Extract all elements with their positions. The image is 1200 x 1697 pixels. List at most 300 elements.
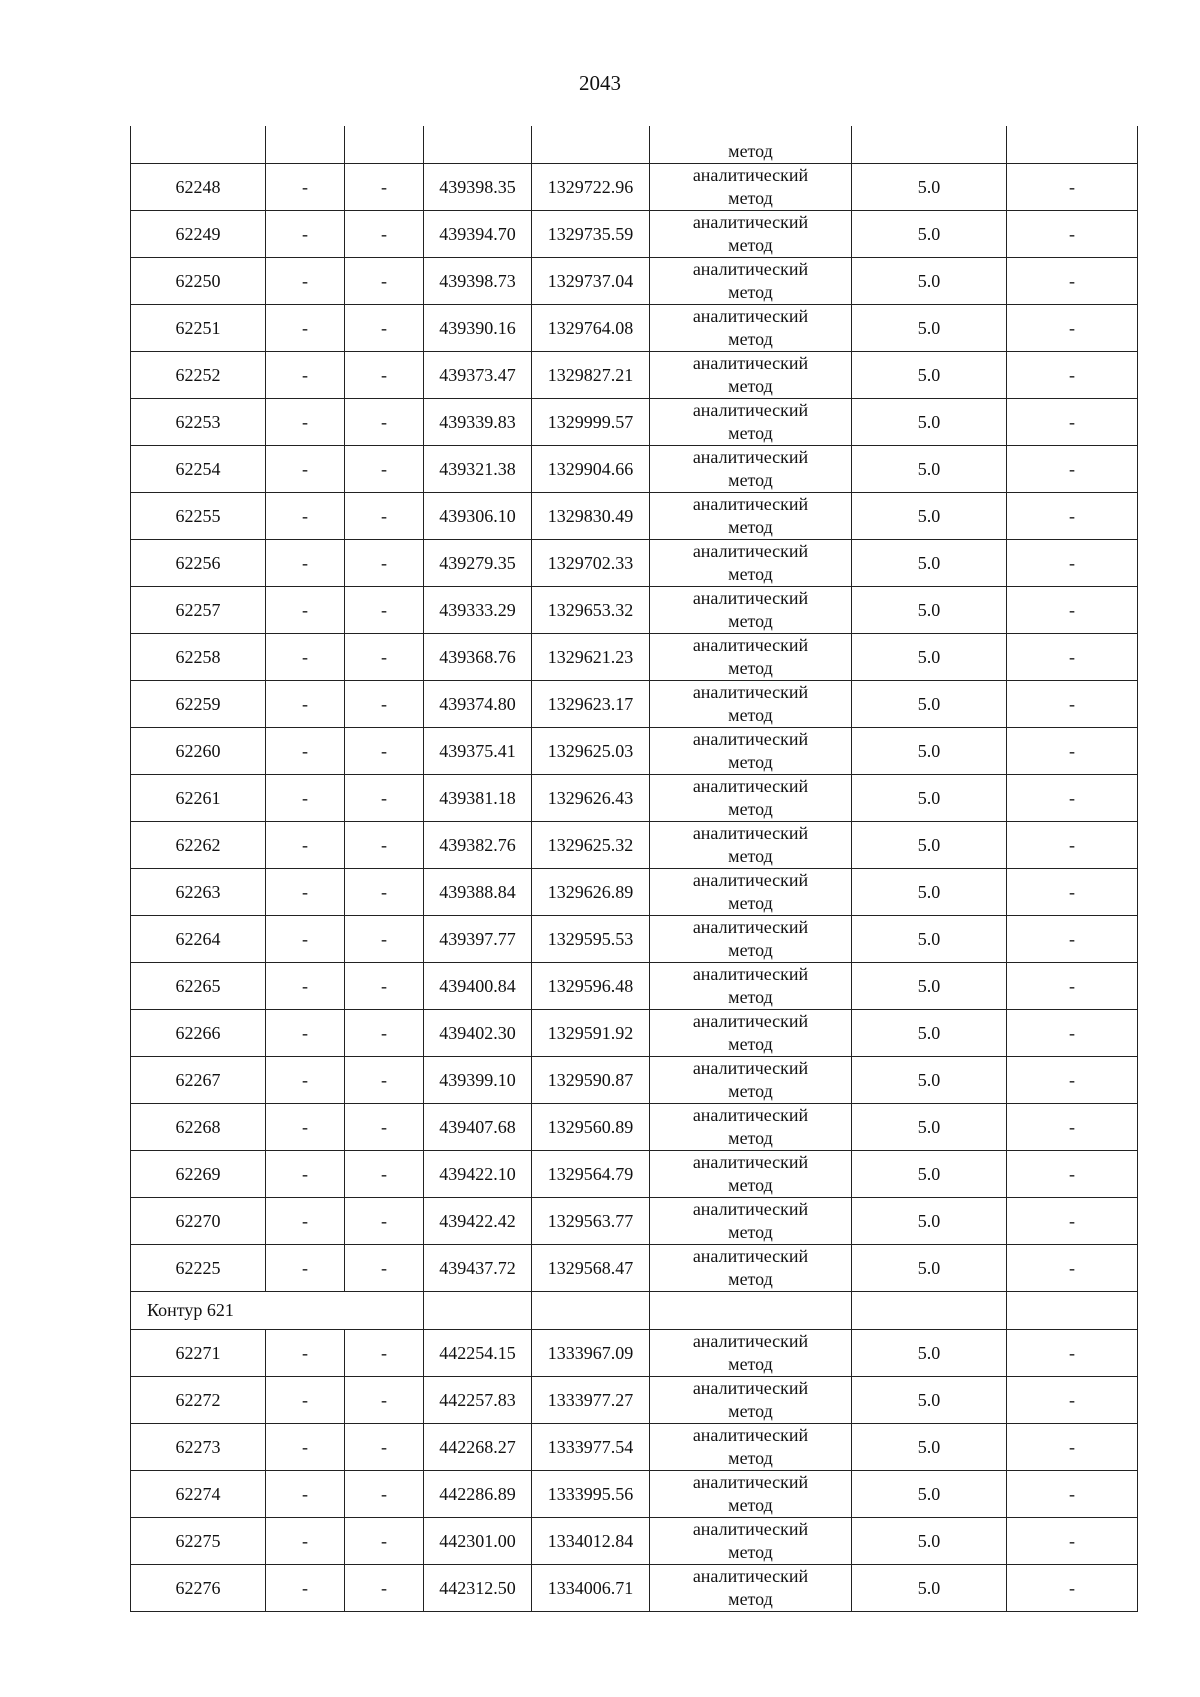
x-coordinate-cell: 439390.16 <box>424 305 532 352</box>
dash-cell: - <box>266 352 345 399</box>
dash-cell: - <box>1007 869 1138 916</box>
accuracy-cell: 5.0 <box>852 1245 1007 1292</box>
dash-cell: - <box>345 352 424 399</box>
x-coordinate-cell: 439374.80 <box>424 681 532 728</box>
x-coordinate-cell: 439402.30 <box>424 1010 532 1057</box>
point-number-cell: 62249 <box>131 211 266 258</box>
method-line1: аналитический <box>692 1199 809 1219</box>
method-cell <box>650 681 852 728</box>
x-coordinate-cell: 439407.68 <box>424 1104 532 1151</box>
x-coordinate-cell: 439368.76 <box>424 634 532 681</box>
table-row <box>131 352 1138 399</box>
point-number-cell: 62261 <box>131 775 266 822</box>
method-line2: метод <box>728 1269 773 1289</box>
point-number-cell: 62276 <box>131 1565 266 1612</box>
x-coordinate-cell: 439279.35 <box>424 540 532 587</box>
method-cell <box>650 587 852 634</box>
continuation-row <box>131 126 1138 164</box>
dash-cell: - <box>345 1565 424 1612</box>
method-line1: аналитический <box>692 400 809 420</box>
dash-cell: - <box>266 1471 345 1518</box>
method-cell <box>650 1565 852 1612</box>
y-coordinate-cell: 1329626.43 <box>532 775 650 822</box>
method-cell <box>650 822 852 869</box>
table-row <box>131 1424 1138 1471</box>
method-cell <box>650 493 852 540</box>
contour-row <box>131 1292 1138 1330</box>
point-number-cell: 62256 <box>131 540 266 587</box>
point-number-cell: 62267 <box>131 1057 266 1104</box>
point-number-cell: 62274 <box>131 1471 266 1518</box>
method-line1: аналитический <box>692 1566 809 1586</box>
y-coordinate-cell: 1329590.87 <box>532 1057 650 1104</box>
dash-cell: - <box>1007 587 1138 634</box>
y-coordinate-cell: 1329653.32 <box>532 587 650 634</box>
method-line1: аналитический <box>692 306 809 326</box>
accuracy-cell: 5.0 <box>852 1377 1007 1424</box>
table-cell <box>266 126 345 164</box>
method-line2: метод <box>728 1081 773 1101</box>
dash-cell: - <box>266 164 345 211</box>
x-coordinate-cell: 439388.84 <box>424 869 532 916</box>
dash-cell: - <box>1007 1151 1138 1198</box>
x-coordinate-cell: 439399.10 <box>424 1057 532 1104</box>
dash-cell: - <box>345 822 424 869</box>
x-coordinate-cell: 439394.70 <box>424 211 532 258</box>
table-cell <box>424 1292 532 1330</box>
table-row <box>131 587 1138 634</box>
table-row <box>131 540 1138 587</box>
table-row <box>131 1057 1138 1104</box>
dash-cell: - <box>266 1565 345 1612</box>
dash-cell: - <box>1007 399 1138 446</box>
method-line1: аналитический <box>692 1425 809 1445</box>
x-coordinate-cell: 442254.15 <box>424 1330 532 1377</box>
method-line2: метод <box>728 1495 773 1515</box>
method-cell <box>650 869 852 916</box>
dash-cell: - <box>345 634 424 681</box>
table-row <box>131 869 1138 916</box>
y-coordinate-cell: 1329722.96 <box>532 164 650 211</box>
x-coordinate-cell: 439375.41 <box>424 728 532 775</box>
table-row <box>131 1565 1138 1612</box>
accuracy-cell: 5.0 <box>852 1057 1007 1104</box>
dash-cell: - <box>1007 775 1138 822</box>
method-line2: метод <box>728 799 773 819</box>
dash-cell: - <box>345 728 424 775</box>
page-number: 2043 <box>579 71 621 95</box>
method-line1: аналитический <box>692 917 809 937</box>
point-number-cell: 62263 <box>131 869 266 916</box>
x-coordinate-cell: 439398.73 <box>424 258 532 305</box>
dash-cell: - <box>1007 634 1138 681</box>
accuracy-cell: 5.0 <box>852 1010 1007 1057</box>
method-cell <box>650 1518 852 1565</box>
contour-label: Контур 621 <box>131 1292 424 1330</box>
method-line1: аналитический <box>692 165 809 185</box>
point-number-cell: 62258 <box>131 634 266 681</box>
dash-cell: - <box>345 164 424 211</box>
method-line1: аналитический <box>692 353 809 373</box>
x-coordinate-cell: 442301.00 <box>424 1518 532 1565</box>
table-row <box>131 258 1138 305</box>
x-coordinate-cell: 439422.10 <box>424 1151 532 1198</box>
method-cell <box>650 1198 852 1245</box>
method-line2: метод <box>728 940 773 960</box>
y-coordinate-cell: 1329568.47 <box>532 1245 650 1292</box>
accuracy-cell: 5.0 <box>852 916 1007 963</box>
table-cell <box>1007 126 1138 164</box>
method-cell <box>650 1471 852 1518</box>
table-row <box>131 916 1138 963</box>
dash-cell: - <box>345 1198 424 1245</box>
dash-cell: - <box>1007 305 1138 352</box>
point-number-cell: 62270 <box>131 1198 266 1245</box>
y-coordinate-cell: 1329830.49 <box>532 493 650 540</box>
table-row <box>131 775 1138 822</box>
y-coordinate-cell: 1329595.53 <box>532 916 650 963</box>
dash-cell: - <box>1007 916 1138 963</box>
dash-cell: - <box>266 399 345 446</box>
method-line1: аналитический <box>692 1152 809 1172</box>
method-line2: метод <box>728 517 773 537</box>
table-row <box>131 446 1138 493</box>
accuracy-cell: 5.0 <box>852 1330 1007 1377</box>
method-line1: аналитический <box>692 729 809 749</box>
dash-cell: - <box>345 869 424 916</box>
dash-cell: - <box>345 775 424 822</box>
accuracy-cell: 5.0 <box>852 446 1007 493</box>
accuracy-cell: 5.0 <box>852 352 1007 399</box>
dash-cell: - <box>266 1151 345 1198</box>
y-coordinate-cell: 1333977.54 <box>532 1424 650 1471</box>
table-row <box>131 634 1138 681</box>
dash-cell: - <box>345 1151 424 1198</box>
dash-cell: - <box>1007 446 1138 493</box>
accuracy-cell: 5.0 <box>852 399 1007 446</box>
y-coordinate-cell: 1334006.71 <box>532 1565 650 1612</box>
dash-cell: - <box>345 258 424 305</box>
dash-cell: - <box>266 1424 345 1471</box>
dash-cell: - <box>345 1424 424 1471</box>
method-line2: метод <box>728 1354 773 1374</box>
x-coordinate-cell: 439382.76 <box>424 822 532 869</box>
dash-cell: - <box>266 540 345 587</box>
method-line2: метод <box>728 1034 773 1054</box>
accuracy-cell: 5.0 <box>852 1471 1007 1518</box>
method-cell <box>650 352 852 399</box>
accuracy-cell: 5.0 <box>852 963 1007 1010</box>
coordinates-table <box>130 126 1138 1612</box>
accuracy-cell: 5.0 <box>852 681 1007 728</box>
method-line2: метод <box>728 470 773 490</box>
method-cell <box>650 164 852 211</box>
dash-cell: - <box>1007 164 1138 211</box>
table-row <box>131 305 1138 352</box>
y-coordinate-cell: 1329764.08 <box>532 305 650 352</box>
dash-cell: - <box>1007 1424 1138 1471</box>
method-line1: аналитический <box>692 212 809 232</box>
method-line2: метод <box>728 1128 773 1148</box>
method-cell <box>650 1057 852 1104</box>
y-coordinate-cell: 1329702.33 <box>532 540 650 587</box>
point-number-cell: 62257 <box>131 587 266 634</box>
dash-cell: - <box>1007 352 1138 399</box>
method-line2: метод <box>728 1222 773 1242</box>
method-line2: метод <box>728 1542 773 1562</box>
dash-cell: - <box>345 916 424 963</box>
dash-cell: - <box>345 1377 424 1424</box>
y-coordinate-cell: 1329564.79 <box>532 1151 650 1198</box>
dash-cell: - <box>345 1518 424 1565</box>
table-cell <box>532 1292 650 1330</box>
dash-cell: - <box>266 1330 345 1377</box>
method-line2: метод <box>728 282 773 302</box>
method-line1: аналитический <box>692 1331 809 1351</box>
y-coordinate-cell: 1329560.89 <box>532 1104 650 1151</box>
point-number-cell: 62268 <box>131 1104 266 1151</box>
dash-cell: - <box>1007 540 1138 587</box>
method-line1: аналитический <box>692 1058 809 1078</box>
dash-cell: - <box>266 1104 345 1151</box>
y-coordinate-cell: 1329591.92 <box>532 1010 650 1057</box>
dash-cell: - <box>266 258 345 305</box>
dash-cell: - <box>266 869 345 916</box>
accuracy-cell: 5.0 <box>852 1198 1007 1245</box>
dash-cell: - <box>1007 493 1138 540</box>
method-line1: аналитический <box>692 494 809 514</box>
x-coordinate-cell: 439321.38 <box>424 446 532 493</box>
point-number-cell: 62259 <box>131 681 266 728</box>
accuracy-cell: 5.0 <box>852 305 1007 352</box>
method-cell <box>650 1151 852 1198</box>
dash-cell: - <box>345 681 424 728</box>
table-row <box>131 1198 1138 1245</box>
x-coordinate-cell: 439381.18 <box>424 775 532 822</box>
method-line1: аналитический <box>692 635 809 655</box>
dash-cell: - <box>266 1057 345 1104</box>
method-cell <box>650 728 852 775</box>
y-coordinate-cell: 1334012.84 <box>532 1518 650 1565</box>
point-number-cell: 62275 <box>131 1518 266 1565</box>
method-cell <box>650 1245 852 1292</box>
dash-cell: - <box>345 963 424 1010</box>
dash-cell: - <box>1007 1377 1138 1424</box>
dash-cell: - <box>266 305 345 352</box>
dash-cell: - <box>1007 1245 1138 1292</box>
point-number-cell: 62271 <box>131 1330 266 1377</box>
table-row <box>131 1377 1138 1424</box>
dash-cell: - <box>1007 258 1138 305</box>
table-cell <box>650 1292 852 1330</box>
table-row <box>131 164 1138 211</box>
accuracy-cell: 5.0 <box>852 1104 1007 1151</box>
dash-cell: - <box>345 1104 424 1151</box>
dash-cell: - <box>345 1330 424 1377</box>
method-cell <box>650 1104 852 1151</box>
accuracy-cell: 5.0 <box>852 728 1007 775</box>
method-line1: аналитический <box>692 776 809 796</box>
dash-cell: - <box>345 211 424 258</box>
dash-cell: - <box>1007 1104 1138 1151</box>
y-coordinate-cell: 1329621.23 <box>532 634 650 681</box>
x-coordinate-cell: 439398.35 <box>424 164 532 211</box>
accuracy-cell: 5.0 <box>852 211 1007 258</box>
point-number-cell: 62262 <box>131 822 266 869</box>
dash-cell: - <box>266 916 345 963</box>
dash-cell: - <box>266 728 345 775</box>
x-coordinate-cell: 442286.89 <box>424 1471 532 1518</box>
table-row <box>131 1151 1138 1198</box>
dash-cell: - <box>345 1471 424 1518</box>
dash-cell: - <box>266 1377 345 1424</box>
x-coordinate-cell: 439333.29 <box>424 587 532 634</box>
method-line1: аналитический <box>692 870 809 890</box>
y-coordinate-cell: 1329737.04 <box>532 258 650 305</box>
method-line1: аналитический <box>692 447 809 467</box>
method-line1: аналитический <box>692 964 809 984</box>
table-row <box>131 399 1138 446</box>
table-cell <box>345 126 424 164</box>
point-number-cell: 62253 <box>131 399 266 446</box>
dash-cell: - <box>266 587 345 634</box>
table-row <box>131 822 1138 869</box>
method-cell: метод <box>650 126 852 164</box>
dash-cell: - <box>345 305 424 352</box>
table-row <box>131 1471 1138 1518</box>
method-cell <box>650 1010 852 1057</box>
method-line2: метод <box>728 846 773 866</box>
method-cell <box>650 634 852 681</box>
accuracy-cell: 5.0 <box>852 634 1007 681</box>
y-coordinate-cell: 1329904.66 <box>532 446 650 493</box>
method-line2: метод <box>728 329 773 349</box>
table-row <box>131 681 1138 728</box>
x-coordinate-cell: 439400.84 <box>424 963 532 1010</box>
method-cell <box>650 399 852 446</box>
method-cell <box>650 305 852 352</box>
table-body <box>131 126 1138 1612</box>
method-line1: аналитический <box>692 588 809 608</box>
dash-cell: - <box>1007 1565 1138 1612</box>
dash-cell: - <box>1007 1330 1138 1377</box>
dash-cell: - <box>1007 681 1138 728</box>
method-line2: метод <box>728 1401 773 1421</box>
accuracy-cell: 5.0 <box>852 540 1007 587</box>
point-number-cell: 62264 <box>131 916 266 963</box>
table-row <box>131 1330 1138 1377</box>
dash-cell: - <box>266 446 345 493</box>
dash-cell: - <box>266 634 345 681</box>
accuracy-cell: 5.0 <box>852 1151 1007 1198</box>
dash-cell: - <box>1007 822 1138 869</box>
y-coordinate-cell: 1329827.21 <box>532 352 650 399</box>
y-coordinate-cell: 1329626.89 <box>532 869 650 916</box>
table-cell <box>131 126 266 164</box>
x-coordinate-cell: 439339.83 <box>424 399 532 446</box>
table-cell <box>852 1292 1007 1330</box>
method-line1: аналитический <box>692 1105 809 1125</box>
method-line1: аналитический <box>692 1519 809 1539</box>
x-coordinate-cell: 439306.10 <box>424 493 532 540</box>
dash-cell: - <box>1007 1010 1138 1057</box>
y-coordinate-cell: 1333977.27 <box>532 1377 650 1424</box>
table-row <box>131 493 1138 540</box>
method-line2: метод <box>728 376 773 396</box>
method-line1: аналитический <box>692 1246 809 1266</box>
point-number-cell: 62251 <box>131 305 266 352</box>
method-cell <box>650 1377 852 1424</box>
dash-cell: - <box>1007 728 1138 775</box>
accuracy-cell: 5.0 <box>852 775 1007 822</box>
accuracy-cell: 5.0 <box>852 1424 1007 1471</box>
method-line1: аналитический <box>692 1378 809 1398</box>
method-cell <box>650 963 852 1010</box>
point-number-cell: 62272 <box>131 1377 266 1424</box>
table-row <box>131 728 1138 775</box>
method-line1: аналитический <box>692 682 809 702</box>
x-coordinate-cell: 442312.50 <box>424 1565 532 1612</box>
point-number-cell: 62255 <box>131 493 266 540</box>
y-coordinate-cell: 1329735.59 <box>532 211 650 258</box>
method-cell <box>650 446 852 493</box>
accuracy-cell: 5.0 <box>852 1518 1007 1565</box>
dash-cell: - <box>345 540 424 587</box>
dash-cell: - <box>1007 1198 1138 1245</box>
method-line2: метод <box>728 188 773 208</box>
table-row <box>131 1518 1138 1565</box>
method-line2: метод <box>728 611 773 631</box>
point-number-cell: 62269 <box>131 1151 266 1198</box>
y-coordinate-cell: 1329625.03 <box>532 728 650 775</box>
point-number-cell: 62248 <box>131 164 266 211</box>
dash-cell: - <box>345 1245 424 1292</box>
accuracy-cell: 5.0 <box>852 822 1007 869</box>
point-number-cell: 62250 <box>131 258 266 305</box>
dash-cell: - <box>266 1010 345 1057</box>
method-line2: метод <box>728 423 773 443</box>
method-line2: метод <box>728 987 773 1007</box>
y-coordinate-cell: 1329596.48 <box>532 963 650 1010</box>
method-line2: метод <box>728 752 773 772</box>
method-cell <box>650 916 852 963</box>
method-line2: метод <box>728 1448 773 1468</box>
dash-cell: - <box>266 1245 345 1292</box>
point-number-cell: 62260 <box>131 728 266 775</box>
dash-cell: - <box>1007 1471 1138 1518</box>
y-coordinate-cell: 1329563.77 <box>532 1198 650 1245</box>
table-row <box>131 1104 1138 1151</box>
dash-cell: - <box>345 446 424 493</box>
method-line1: аналитический <box>692 823 809 843</box>
table-cell <box>424 126 532 164</box>
point-number-cell: 62254 <box>131 446 266 493</box>
method-line2: метод <box>728 235 773 255</box>
method-line1: аналитический <box>692 259 809 279</box>
dash-cell: - <box>345 399 424 446</box>
accuracy-cell: 5.0 <box>852 258 1007 305</box>
dash-cell: - <box>266 211 345 258</box>
table-cell <box>1007 1292 1138 1330</box>
method-cell <box>650 1424 852 1471</box>
method-line1: аналитический <box>692 541 809 561</box>
point-number-cell: 62266 <box>131 1010 266 1057</box>
table-cell <box>532 126 650 164</box>
y-coordinate-cell: 1333995.56 <box>532 1471 650 1518</box>
accuracy-cell: 5.0 <box>852 493 1007 540</box>
method-line1: аналитический <box>692 1472 809 1492</box>
y-coordinate-cell: 1329623.17 <box>532 681 650 728</box>
